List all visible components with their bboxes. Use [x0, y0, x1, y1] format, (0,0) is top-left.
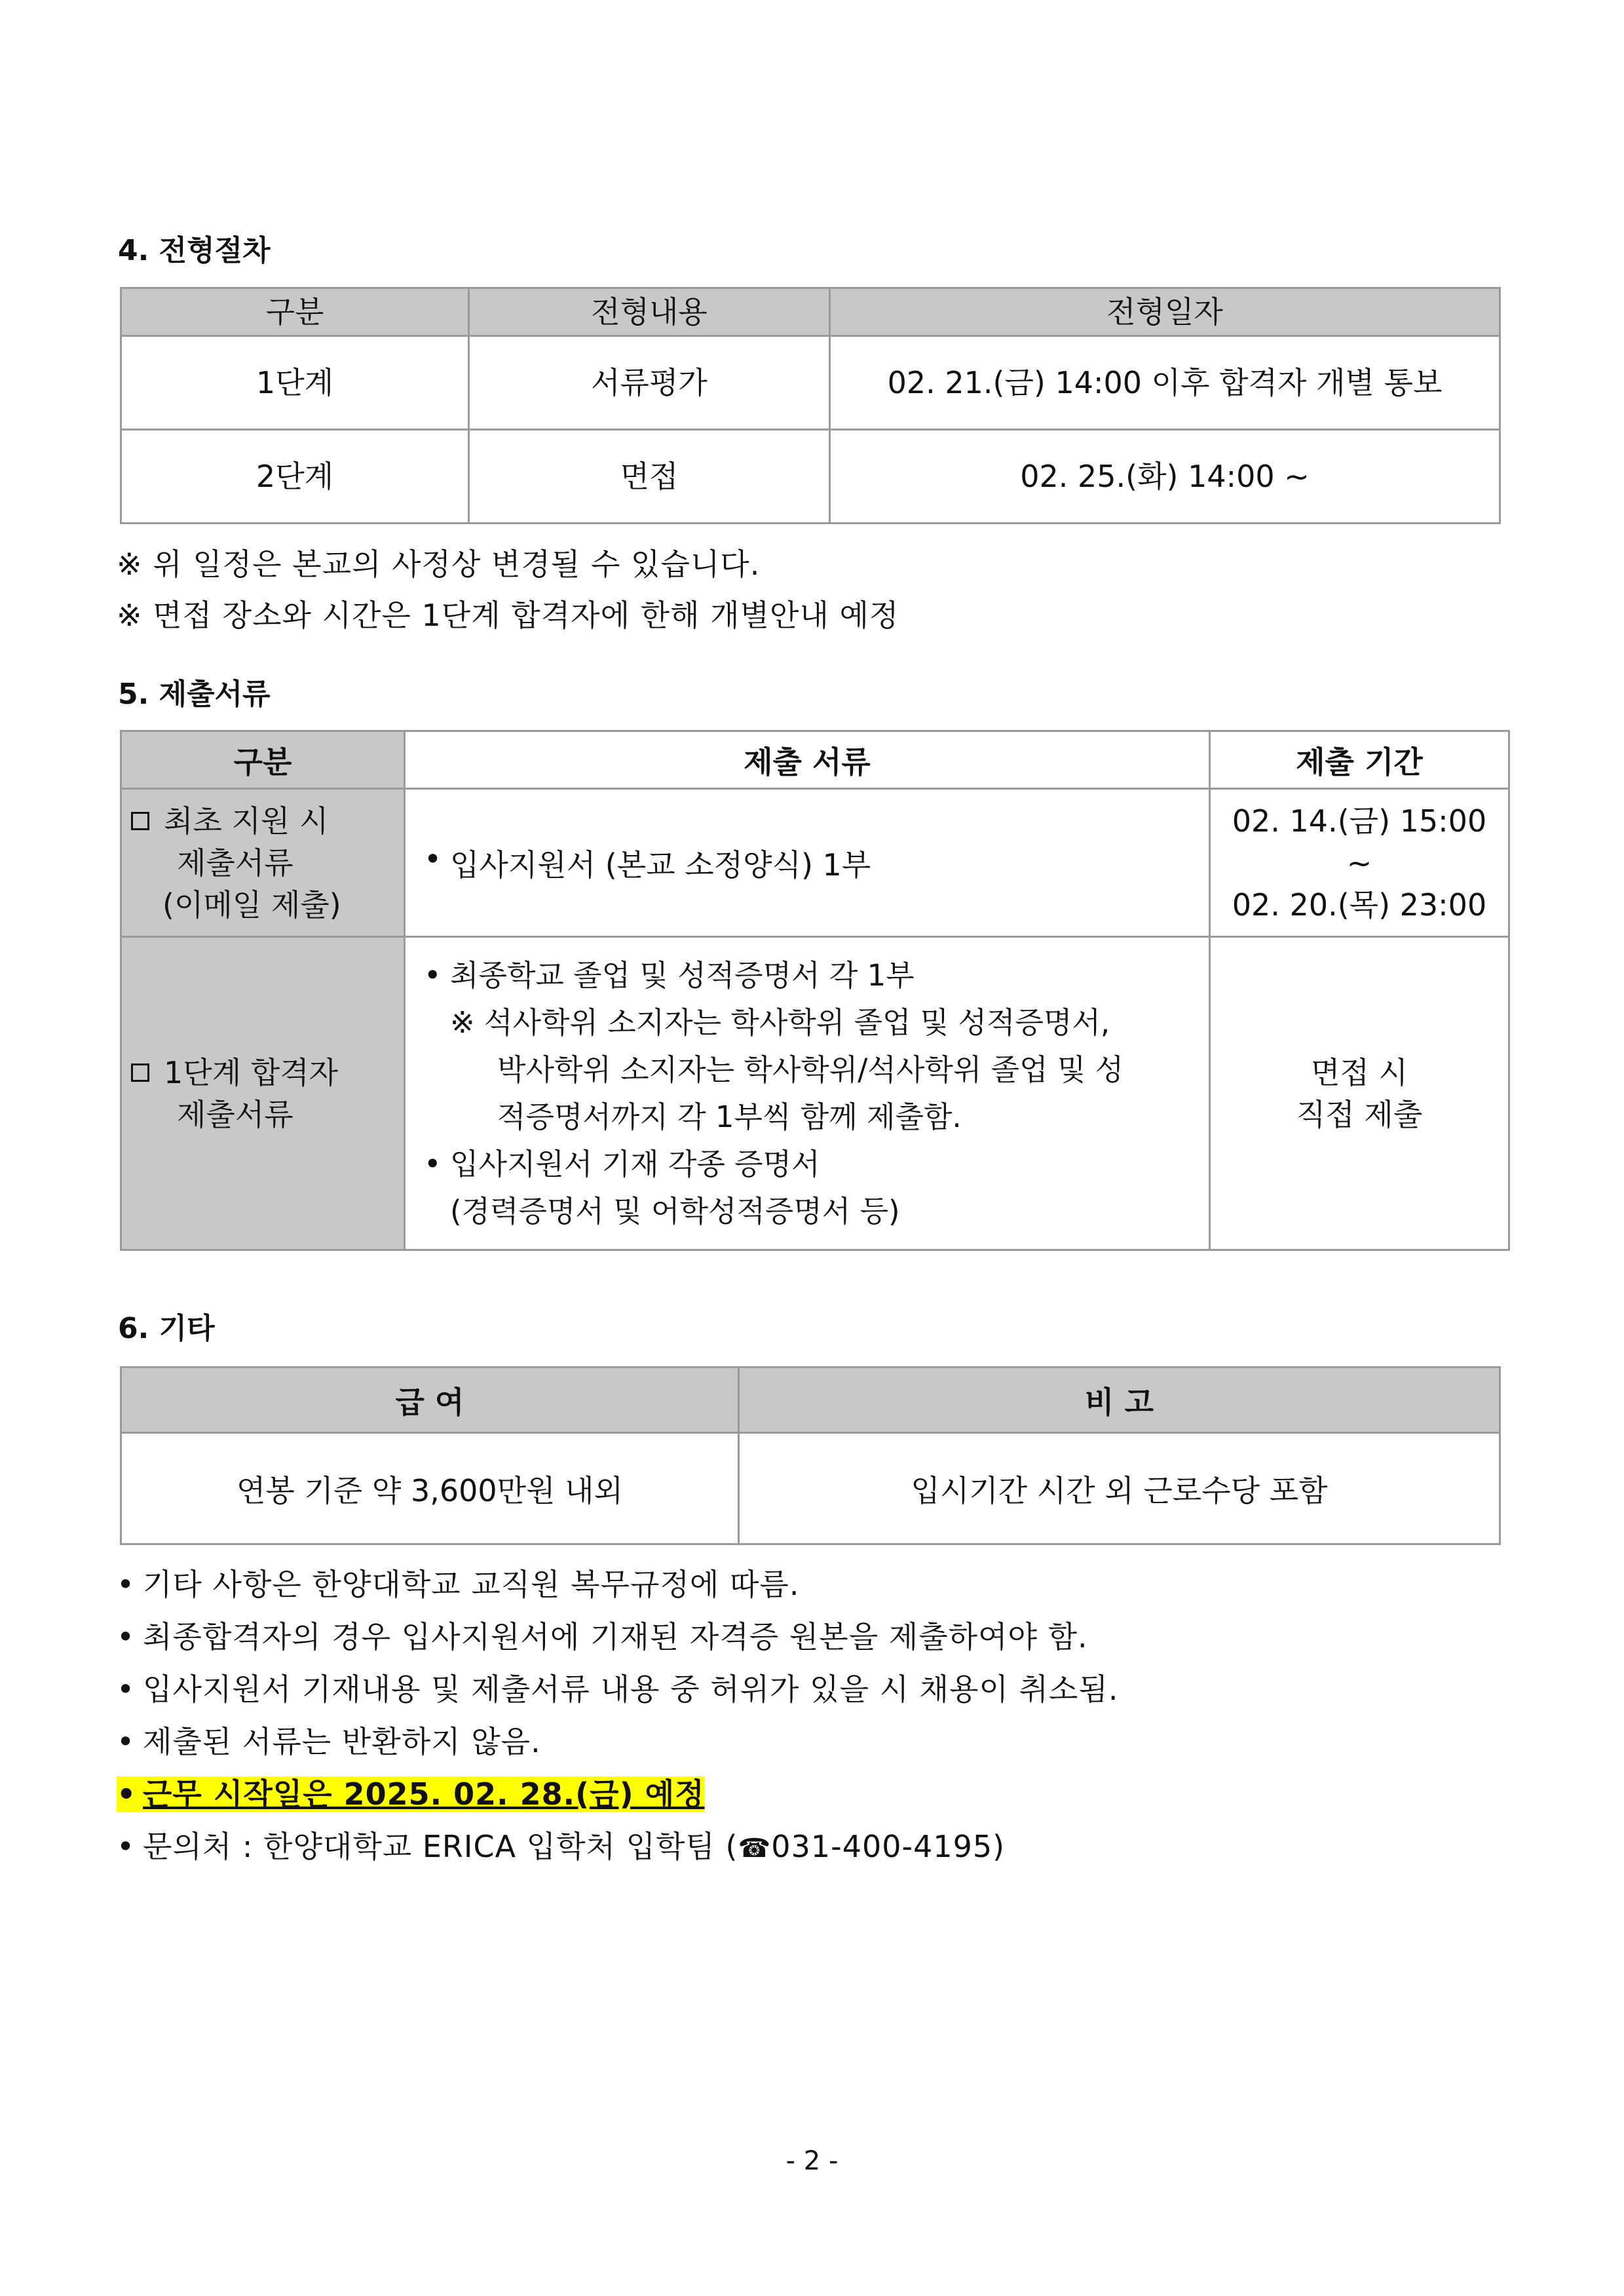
col-header-period: 제출 기간	[1210, 731, 1509, 789]
notes-list	[117, 1558, 1492, 1873]
table-row	[121, 336, 1500, 430]
table-row	[121, 937, 1509, 1250]
other-table	[120, 1366, 1501, 1545]
stage-cell: 2단계	[121, 430, 469, 524]
interview-note: ※ 면접 장소와 시간은 1단계 합격자에 한해 개별안내 예정	[117, 598, 899, 633]
period-cell: 02. 14.(금) 15:00 ~ 02. 20.(목) 23:00	[1210, 789, 1509, 937]
content-cell: 서류평가	[469, 336, 830, 430]
col-header-category: 구분	[121, 731, 405, 789]
documents-cell	[405, 789, 1210, 937]
list-item: • 기타 사항은 한양대학교 교직원 복무규정에 따름.	[117, 1558, 1492, 1611]
col-header-documents: 제출 서류	[405, 731, 1210, 789]
date-cell: 02. 25.(화) 14:00 ~	[830, 430, 1500, 524]
col-header-remarks: 비 고	[739, 1368, 1500, 1433]
content-cell: 면접	[469, 430, 830, 524]
documents-cell	[405, 937, 1210, 1250]
list-item: • 최종합격자의 경우 입사지원서에 기재된 자격증 원본을 제출하여야 함.	[117, 1611, 1492, 1663]
col-header-salary: 급 여	[121, 1368, 739, 1433]
period-cell: 면접 시 직접 제출	[1210, 937, 1509, 1250]
selection-procedure-table	[120, 287, 1501, 524]
list-item-contact: • 문의처 : 한양대학교 ERICA 입학처 입학팀 (☎031-400-4195)	[117, 1820, 1492, 1873]
checkbox-icon	[131, 1063, 149, 1082]
doc-sub: (경력증명서 및 어학성적증명서 등)	[450, 1193, 900, 1229]
category-cell: 1단계 합격자 제출서류	[121, 937, 405, 1250]
date-cell: 02. 21.(금) 14:00 이후 합격자 개별 통보	[830, 336, 1500, 430]
phone-icon: ☎	[738, 1833, 772, 1864]
page-number: - 2 -	[785, 2146, 839, 2176]
category-cell: 최초 지원 시 제출서류 (이메일 제출)	[121, 789, 405, 937]
doc-note: ※ 석사학위 소지자는 학사학위 졸업 및 성적증명서,	[450, 1004, 1110, 1040]
schedule-note: ※ 위 일정은 본교의 사정상 변경될 수 있습니다.	[117, 546, 761, 582]
section6-heading: 6. 기타	[118, 1312, 215, 1345]
stage-cell: 1단계	[121, 336, 469, 430]
col-header-category: 구분	[121, 288, 469, 336]
remarks-cell: 입시기간 시간 외 근로수당 포함	[739, 1433, 1500, 1544]
list-item: • 입사지원서 기재내용 및 제출서류 내용 중 허위가 있을 시 채용이 취소됨.	[117, 1663, 1492, 1715]
col-header-date: 전형일자	[830, 288, 1500, 336]
table-row	[121, 430, 1500, 524]
documents-table	[120, 730, 1510, 1251]
doc-note: 박사학위 소지자는 학사학위/석사학위 졸업 및 성	[497, 1052, 1124, 1087]
salary-cell: 연봉 기준 약 3,600만원 내외	[121, 1433, 739, 1544]
list-item: • 최종학교 졸업 및 성적증명서 각 1부	[424, 952, 1209, 999]
col-header-content: 전형내용	[469, 288, 830, 336]
section5-heading: 5. 제출서류	[118, 678, 271, 711]
table-row	[121, 789, 1509, 937]
table-row	[121, 1433, 1500, 1544]
list-item-highlight: • 근무 시작일은 2025. 02. 28.(금) 예정	[117, 1768, 1492, 1820]
checkbox-icon	[131, 812, 149, 830]
doc-note: 적증명서까지 각 1부씩 함께 제출함.	[497, 1099, 962, 1134]
list-item: • 입사지원서 (본교 소정양식) 1부	[424, 841, 1209, 885]
list-item: • 입사지원서 기재 각종 증명서	[424, 1141, 1209, 1188]
section4-heading: 4. 전형절차	[118, 234, 271, 267]
list-item: • 제출된 서류는 반환하지 않음.	[117, 1715, 1492, 1768]
